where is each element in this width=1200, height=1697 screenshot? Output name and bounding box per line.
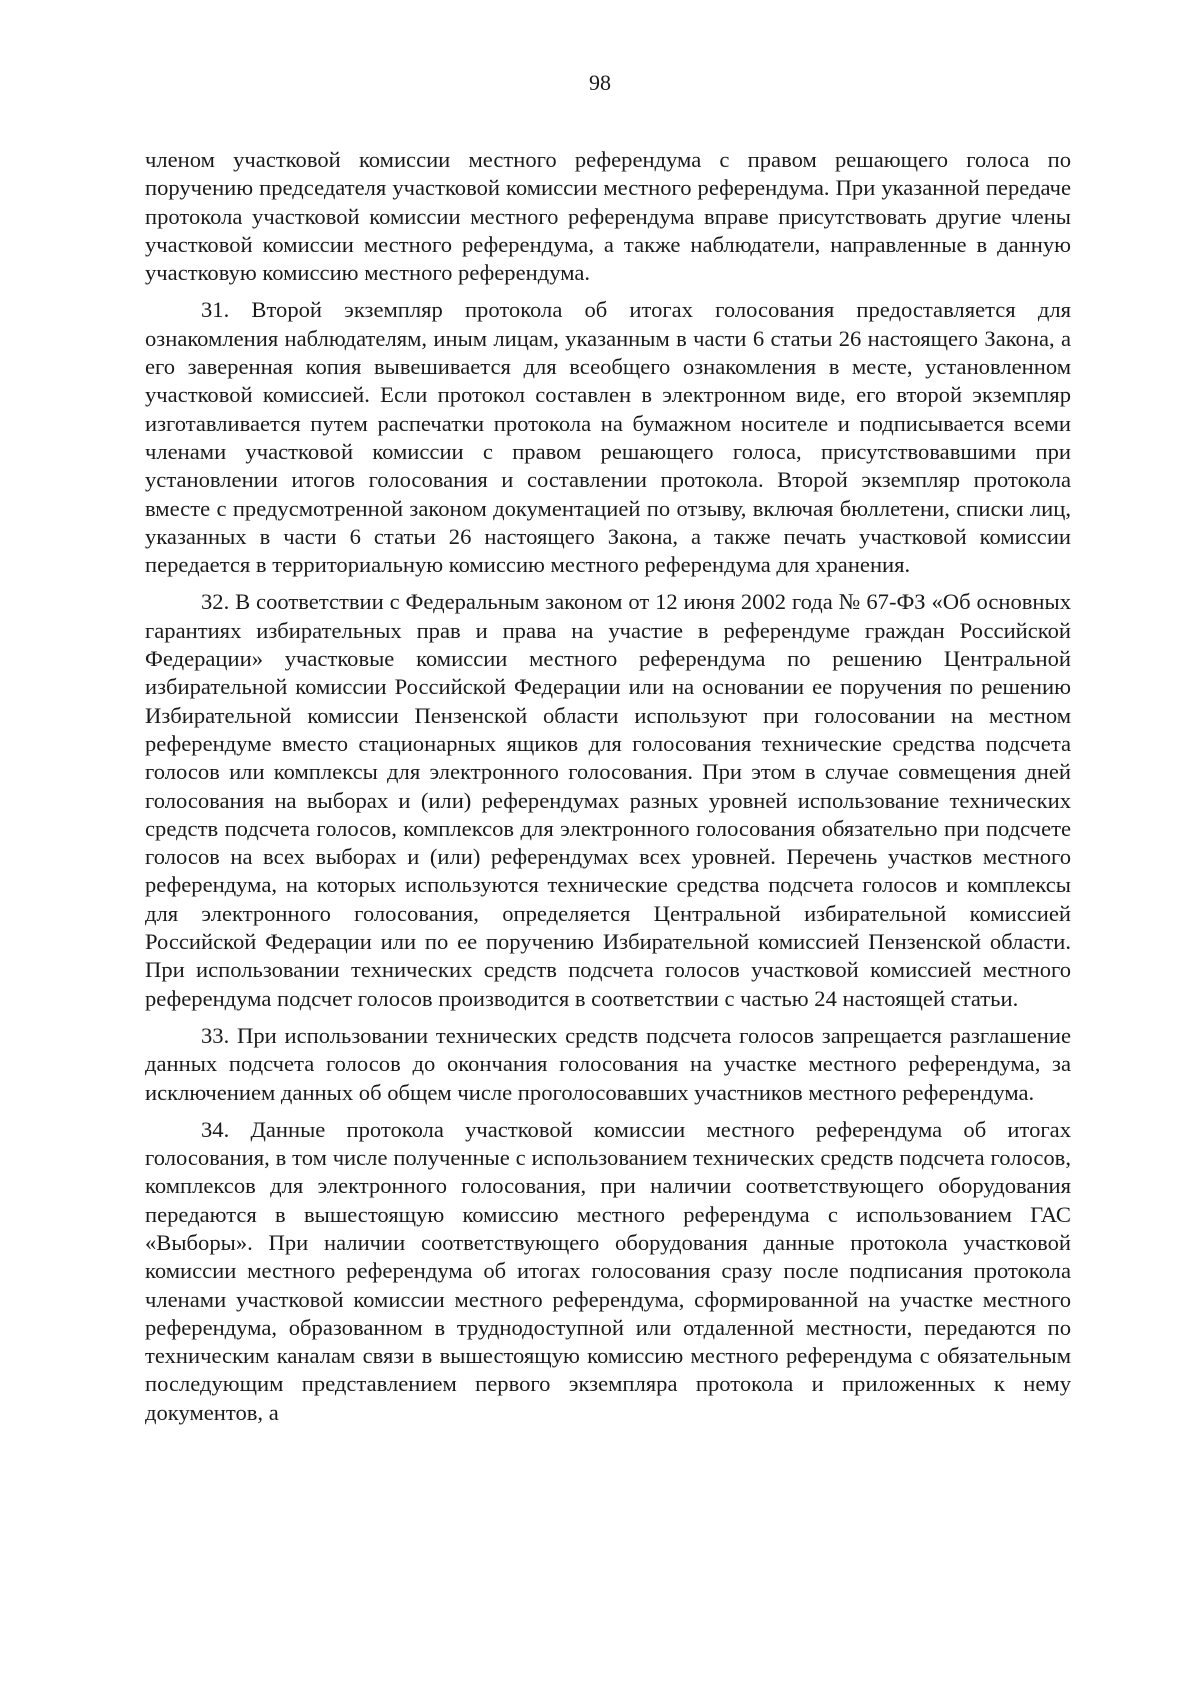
paragraph-continuation: членом участковой комиссии местного референдума с правом решающего голоса по поручению председателя участковой комиссии местного референдума. При указанной передаче протокола участковой комиссии местного референдума вправе присутствовать другие члены участковой комиссии местного референдума, а также наблюдатели, направленные в данную участковую комиссию местного референдума. — [145, 147, 1071, 286]
paragraph-32: 32. В соответствии с Федеральным законом от 12 июня 2002 года № 67-ФЗ «Об основных гарантиях избирательных прав и права на участие в референдуме граждан Российской Федерации» участковые комиссии местного референдума по решению Центральной избирательной комиссии Российской Федерации или на основании ее поручения по решению Избирательной комиссии Пензенской области используют при голосовании на местном референдуме вместо стационарных ящиков для голосования технические средства подсчета голосов или комплексы для электронного голосования. При этом в случае совмещения дней голосования на выборах и (или) референдумах разных уровней использование технических средств подсчета голосов, комплексов для электронного голосования обязательно при подсчете голосов на всех выборах и (или) референдумах всех уровней. Перечень участков местного референдума, на которых используются технические средства подсчета голосов и комплексы для электронного голосования, определяется Центральной избирательной комиссией Российской Федерации или по ее поручению Избирательной комиссией Пензенской области. При использовании технических средств подсчета голосов участковой комиссией местного референдума подсчет голосов производится в соответствии с частью 24 настоящей статьи. — [145, 589, 1071, 1011]
paragraph-33: 33. При использовании технических средств подсчета голосов запрещается разглашение данных подсчета голосов до окончания голосования на участке местного референдума, за исключением данных об общем числе проголосовавших участников местного референдума. — [145, 1022, 1071, 1105]
paragraph-34: 34. Данные протокола участковой комиссии местного референдума об итогах голосования, в том числе полученные с использованием технических средств подсчета голосов, комплексов для электронного голосования, при наличии соответствующего оборудования передаются в вышестоящую комиссию местного референдума с использованием ГАС «Выборы». При наличии соответствующего оборудования данные протокола участковой комиссии местного референдума об итогах голосования сразу после подписания протокола членами участковой комиссии местного референдума, сформированной на участке местного референдума, образованном в труднодоступной или отдаленной местности, передаются по техническим каналам связи в вышестоящую комиссию местного референдума с обязательным последующим представлением первого экземпляра протокола и приложенных к нему документов, а — [145, 1116, 1071, 1425]
page-number: 98 — [589, 70, 611, 95]
paragraph-31: 31. Второй экземпляр протокола об итогах голосования предоставляется для ознакомления наблюдателям, иным лицам, указанным в части 6 статьи 26 настоящего Закона, а его заверенная копия вывешивается для всеобщего ознакомления в месте, установленном участковой комиссией. Если протокол составлен в электронном виде, его второй экземпляр изготавливается путем распечатки протокола на бумажном носителе и подписывается всеми членами участковой комиссии с правом решающего голоса, присутствовавшими при установлении итогов голосования и составлении протокола. Второй экземпляр протокола вместе с предусмотренной законом документацией по отзыву, включая бюллетени, списки лиц, указанных в части 6 статьи 26 настоящего Закона, а также печать участковой комиссии передается в территориальную комиссию местного референдума для хранения. — [145, 297, 1071, 578]
document-body — [145, 146, 1071, 1436]
